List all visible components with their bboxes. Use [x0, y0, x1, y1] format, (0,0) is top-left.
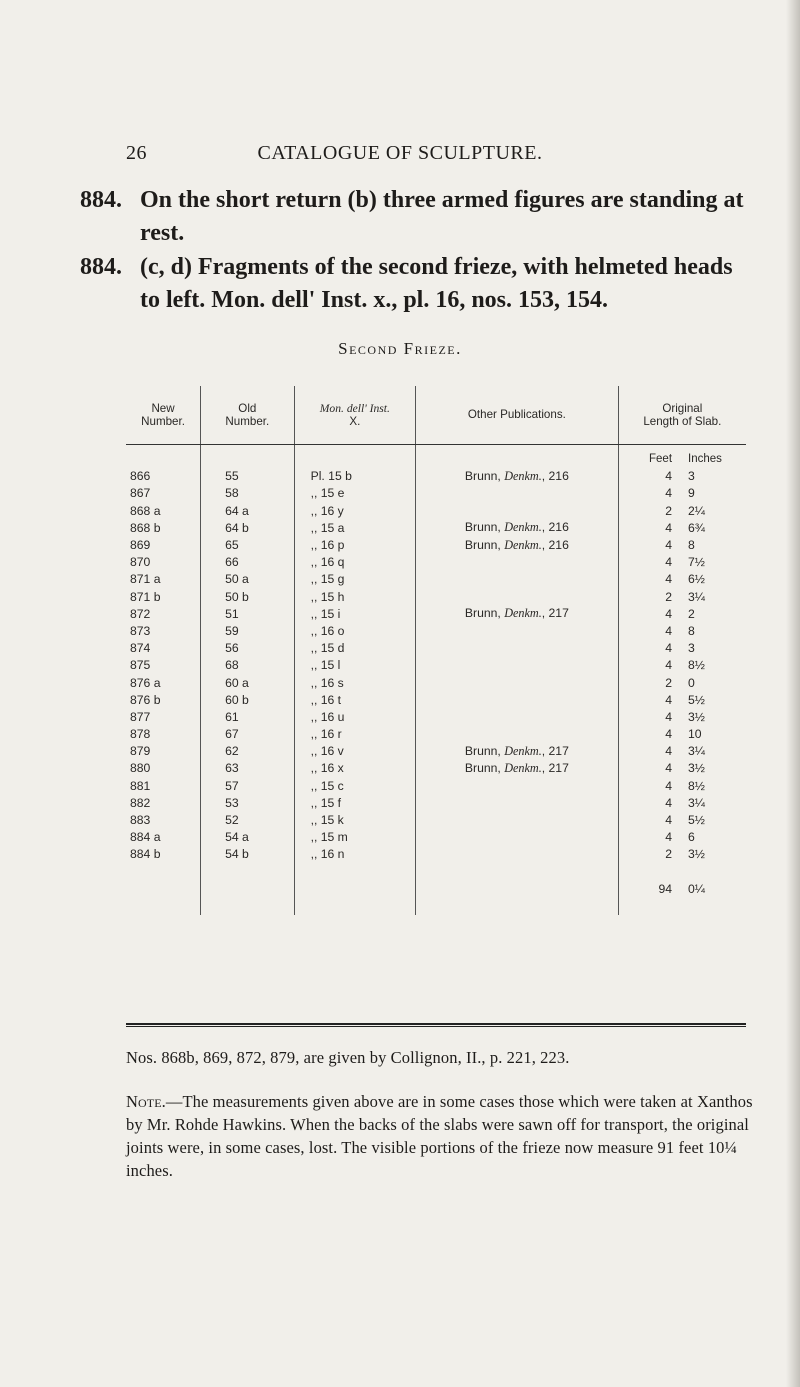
- cell-new-number: 880: [126, 760, 201, 777]
- cell-feet: 4: [665, 692, 673, 707]
- cell-feet: 4: [665, 709, 673, 724]
- cell-inches: 2: [688, 606, 695, 621]
- cell-mon-ref: ,, 15 e: [294, 485, 416, 502]
- cell-mon-ref: ,, 15 f: [294, 794, 416, 811]
- table-row: [126, 554, 746, 571]
- cell-mon-ref: Pl. 15 b: [294, 468, 416, 485]
- cell-new-number: 870: [126, 554, 201, 571]
- cell-other-publication: [416, 622, 619, 639]
- cell-new-number: 883: [126, 811, 201, 828]
- cell-inches: 3: [688, 641, 695, 656]
- catalogue-entry: [80, 251, 752, 317]
- cell-inches: 0: [688, 675, 695, 690]
- cell-new-number: 879: [126, 743, 201, 760]
- cell-mon-ref: ,, 16 t: [294, 691, 416, 708]
- cell-mon-ref: ,, 16 r: [294, 726, 416, 743]
- cell-feet: 2: [665, 589, 673, 604]
- page-number: 26: [126, 142, 147, 164]
- cell-feet: 2: [665, 503, 673, 518]
- cell-new-number: 869: [126, 536, 201, 553]
- table-row: [126, 468, 746, 485]
- cell-old-number: 55: [201, 468, 294, 485]
- cell-inches: 6½: [688, 572, 705, 587]
- table-row: [126, 726, 746, 743]
- cell-mon-ref: ,, 15 i: [294, 605, 416, 622]
- cell-new-number: 868 b: [126, 519, 201, 536]
- table-row: [126, 640, 746, 657]
- cell-mon-ref: ,, 15 g: [294, 571, 416, 588]
- table-row: [126, 657, 746, 674]
- cell-inches: 7½: [688, 555, 705, 570]
- cell-feet: 4: [665, 572, 673, 587]
- cell-new-number: 876 b: [126, 691, 201, 708]
- cell-feet: 4: [665, 761, 673, 776]
- cell-old-number: 68: [201, 657, 294, 674]
- cell-other-publication: [416, 794, 619, 811]
- entry-text: (c, d) Fragments of the second frieze, with helmeted heads to left. Mon. dell' Inst. x., pl. 16, nos. 153, 154.: [140, 254, 733, 313]
- cell-other-publication: [416, 708, 619, 725]
- cell-feet: 4: [665, 538, 673, 553]
- units-feet: Feet: [649, 453, 673, 466]
- spacer-row: [126, 863, 746, 880]
- table-row: [126, 794, 746, 811]
- cell-other-publication: Brunn, Denkm., 216: [416, 468, 619, 485]
- cell-old-number: 66: [201, 554, 294, 571]
- cell-old-number: 57: [201, 777, 294, 794]
- cell-inches: 3½: [688, 709, 705, 724]
- table-row: [126, 811, 746, 828]
- cell-other-publication: [416, 726, 619, 743]
- cell-other-publication: [416, 674, 619, 691]
- cell-other-publication: [416, 829, 619, 846]
- cell-old-number: 61: [201, 708, 294, 725]
- header-original-length: Original Length of Slab.: [618, 386, 746, 444]
- frieze-table: [126, 386, 746, 915]
- cell-inches: 9: [688, 486, 695, 501]
- units-inches: Inches: [688, 453, 722, 466]
- table-row: [126, 571, 746, 588]
- cell-other-publication: [416, 811, 619, 828]
- cell-inches: 8½: [688, 658, 705, 673]
- table-row: [126, 691, 746, 708]
- cell-feet: 4: [665, 623, 673, 638]
- cell-old-number: 64 b: [201, 519, 294, 536]
- footnote-collignon: Nos. 868b, 869, 872, 879, are given by Collignon, II., p. 221, 223.: [126, 1048, 570, 1067]
- cell-mon-ref: ,, 15 k: [294, 811, 416, 828]
- total-inches: 0¼: [688, 881, 705, 896]
- cell-mon-ref: ,, 15 m: [294, 829, 416, 846]
- entry-text: On the short return (b) three armed figures are standing at rest.: [140, 187, 744, 246]
- spacer-row: [126, 897, 746, 914]
- cell-inches: 5½: [688, 692, 705, 707]
- cell-old-number: 53: [201, 794, 294, 811]
- cell-new-number: 878: [126, 726, 201, 743]
- cell-old-number: 65: [201, 536, 294, 553]
- cell-feet: 2: [665, 847, 673, 862]
- entry-number: 884.: [80, 187, 122, 213]
- table-row: [126, 502, 746, 519]
- table-row: [126, 708, 746, 725]
- cell-old-number: 51: [201, 605, 294, 622]
- cell-feet: 4: [665, 486, 673, 501]
- cell-other-publication: [416, 691, 619, 708]
- units-row: [126, 444, 746, 468]
- cell-inches: 8½: [688, 778, 705, 793]
- cell-new-number: 877: [126, 708, 201, 725]
- table-row: [126, 519, 746, 536]
- cell-mon-ref: ,, 16 s: [294, 674, 416, 691]
- page-edge-shadow: [786, 0, 800, 1387]
- cell-mon-ref: ,, 15 h: [294, 588, 416, 605]
- header-other-publications: Other Publications.: [416, 386, 619, 444]
- cell-new-number: 872: [126, 605, 201, 622]
- cell-mon-ref: ,, 15 a: [294, 519, 416, 536]
- cell-inches: 5½: [688, 813, 705, 828]
- table-row: [126, 743, 746, 760]
- table-row: [126, 846, 746, 863]
- table-row: [126, 536, 746, 553]
- cell-old-number: 54 a: [201, 829, 294, 846]
- cell-mon-ref: ,, 15 c: [294, 777, 416, 794]
- cell-other-publication: Brunn, Denkm., 216: [416, 536, 619, 553]
- total-row: [126, 880, 746, 897]
- cell-inches: 3½: [688, 761, 705, 776]
- cell-new-number: 866: [126, 468, 201, 485]
- cell-mon-ref: ,, 16 n: [294, 846, 416, 863]
- cell-old-number: 62: [201, 743, 294, 760]
- cell-new-number: 884 a: [126, 829, 201, 846]
- cell-other-publication: Brunn, Denkm., 217: [416, 760, 619, 777]
- cell-feet: 4: [665, 744, 673, 759]
- cell-inches: 3½: [688, 847, 705, 862]
- cell-inches: 8: [688, 623, 695, 638]
- cell-mon-ref: ,, 16 y: [294, 502, 416, 519]
- cell-inches: 3: [688, 469, 695, 484]
- cell-old-number: 60 b: [201, 691, 294, 708]
- entry-number: 884.: [80, 254, 122, 280]
- total-feet: 94: [658, 881, 673, 896]
- cell-old-number: 59: [201, 622, 294, 639]
- table-row: [126, 588, 746, 605]
- header-new-number: New Number.: [126, 386, 201, 444]
- cell-feet: 4: [665, 641, 673, 656]
- cell-new-number: 868 a: [126, 502, 201, 519]
- cell-new-number: 882: [126, 794, 201, 811]
- section-title: Second Frieze.: [338, 339, 462, 358]
- cell-inches: 2¼: [688, 503, 705, 518]
- cell-inches: 6: [688, 830, 695, 845]
- cell-new-number: 871 b: [126, 588, 201, 605]
- cell-old-number: 64 a: [201, 502, 294, 519]
- cell-feet: 4: [665, 813, 673, 828]
- table-row: [126, 829, 746, 846]
- header-mon-dell-inst: Mon. dell' Inst. X.: [294, 386, 416, 444]
- cell-mon-ref: ,, 16 x: [294, 760, 416, 777]
- cell-inches: 3¼: [688, 744, 705, 759]
- cell-mon-ref: ,, 16 p: [294, 536, 416, 553]
- cell-other-publication: [416, 777, 619, 794]
- cell-feet: 4: [665, 658, 673, 673]
- cell-mon-ref: ,, 16 o: [294, 622, 416, 639]
- cell-inches: 3¼: [688, 795, 705, 810]
- cell-other-publication: Brunn, Denkm., 216: [416, 519, 619, 536]
- table-bottom-rule: [126, 1023, 746, 1027]
- running-head: [0, 142, 800, 172]
- cell-other-publication: [416, 502, 619, 519]
- table-row: [126, 622, 746, 639]
- cell-mon-ref: ,, 16 v: [294, 743, 416, 760]
- table-header-row: [126, 386, 746, 444]
- cell-inches: 6¾: [688, 520, 705, 535]
- cell-old-number: 50 a: [201, 571, 294, 588]
- cell-old-number: 67: [201, 726, 294, 743]
- cell-new-number: 881: [126, 777, 201, 794]
- cell-new-number: 873: [126, 622, 201, 639]
- cell-new-number: 867: [126, 485, 201, 502]
- table-row: [126, 485, 746, 502]
- cell-feet: 4: [665, 555, 673, 570]
- cell-mon-ref: ,, 15 d: [294, 640, 416, 657]
- table-row: [126, 777, 746, 794]
- cell-feet: 4: [665, 795, 673, 810]
- cell-old-number: 56: [201, 640, 294, 657]
- catalogue-entry: [80, 184, 752, 250]
- cell-new-number: 884 b: [126, 846, 201, 863]
- cell-other-publication: [416, 640, 619, 657]
- cell-old-number: 54 b: [201, 846, 294, 863]
- table-row: [126, 760, 746, 777]
- cell-other-publication: [416, 657, 619, 674]
- cell-new-number: 874: [126, 640, 201, 657]
- table-row: [126, 674, 746, 691]
- cell-feet: 4: [665, 606, 673, 621]
- cell-mon-ref: ,, 16 u: [294, 708, 416, 725]
- running-title: CATALOGUE OF SCULPTURE.: [257, 142, 543, 164]
- cell-feet: 2: [665, 675, 673, 690]
- cell-other-publication: Brunn, Denkm., 217: [416, 743, 619, 760]
- cell-other-publication: [416, 588, 619, 605]
- cell-other-publication: [416, 554, 619, 571]
- note-text: —The measurements given above are in some cases those which were taken at Xanthos by Mr. Rohde Hawkins. When the backs of the slabs were sawn off for transport, the original joints were, in some cases, lost. The visible portions of the frieze now measure 91 feet 10¼ inches.: [126, 1092, 753, 1180]
- footnote-note: [126, 1090, 756, 1182]
- cell-feet: 4: [665, 727, 673, 742]
- cell-old-number: 52: [201, 811, 294, 828]
- cell-feet: 4: [665, 830, 673, 845]
- cell-feet: 4: [665, 520, 673, 535]
- cell-other-publication: [416, 571, 619, 588]
- cell-inches: 10: [688, 727, 702, 742]
- cell-mon-ref: ,, 16 q: [294, 554, 416, 571]
- cell-other-publication: Brunn, Denkm., 217: [416, 605, 619, 622]
- cell-other-publication: [416, 485, 619, 502]
- note-label: Note.: [126, 1092, 166, 1111]
- cell-mon-ref: ,, 15 l: [294, 657, 416, 674]
- cell-new-number: 876 a: [126, 674, 201, 691]
- table-row: [126, 605, 746, 622]
- header-old-number: Old Number.: [201, 386, 294, 444]
- cell-new-number: 875: [126, 657, 201, 674]
- cell-other-publication: [416, 846, 619, 863]
- cell-feet: 4: [665, 778, 673, 793]
- cell-inches: 8: [688, 538, 695, 553]
- cell-old-number: 63: [201, 760, 294, 777]
- cell-feet: 4: [665, 469, 673, 484]
- cell-old-number: 58: [201, 485, 294, 502]
- cell-inches: 3¼: [688, 589, 705, 604]
- cell-new-number: 871 a: [126, 571, 201, 588]
- cell-old-number: 50 b: [201, 588, 294, 605]
- cell-old-number: 60 a: [201, 674, 294, 691]
